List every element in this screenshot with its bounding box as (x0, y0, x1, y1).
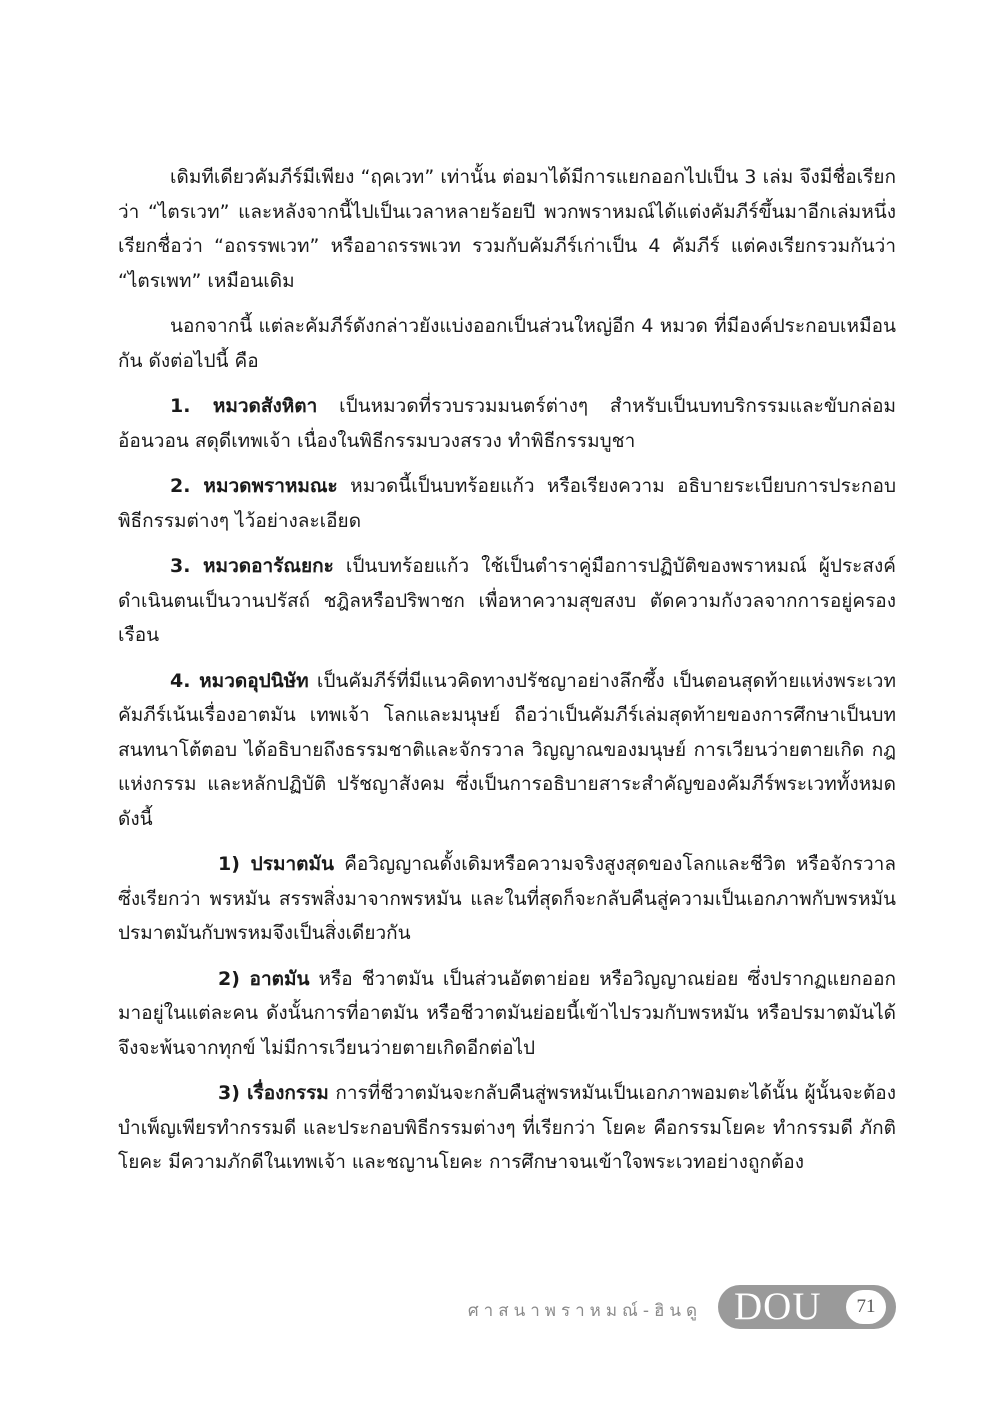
paragraph-text: การที่ชีวาตมันจะกลับคืนสู่พรหมันเป็นเอกภาพอมตะได้นั้น ผู้นั้นจะต้องบำเพ็ญเพียรทำกรรมดี และประกอบพิธีกรรมต่างๆ ที่เรียกว่า โยคะ คือกรรมโยคะ ทำกรรมดี ภักติโยคะ มีความภักดีในเทพเจ้า และชญานโยคะ การศึกษาจนเข้าใจพระเวทอย่างถูกต้อง (118, 1082, 896, 1173)
paragraph-sections-intro (118, 309, 896, 378)
paragraph-atman (118, 962, 896, 1066)
dou-logo-badge (718, 1285, 896, 1329)
paragraph-paramatman (118, 847, 896, 951)
subsection-heading: 2) อาตมัน (218, 967, 310, 990)
page-number: 71 (846, 1290, 886, 1324)
dou-logo-text: DOU (734, 1285, 822, 1328)
paragraph-upanishad (118, 664, 896, 837)
paragraph-text: หมวดนี้เป็นบทร้อยแก้ว หรือเรียงความ อธิบายระเบียบการประกอบพิธีกรรมต่างๆ ไว้อย่างละเอียด (118, 475, 897, 532)
paragraph-text: เป็นหมวดที่รวบรวมมนตร์ต่างๆ สำหรับเป็นบทบริกรรมและขับกล่อมอ้อนวอน สดุดีเทพเจ้า เนื่องในพิธีกรรมบวงสรวง ทำพิธีกรรมบูชา (118, 395, 896, 452)
page-body (118, 160, 896, 1191)
paragraph-brahmana (118, 469, 896, 538)
paragraph-aranyaka (118, 549, 896, 653)
paragraph-text: เดิมทีเดียวคัมภีร์มีเพียง “ฤคเวท” เท่านั้น ต่อมาได้มีการแยกออกไปเป็น 3 เล่ม จึงมีชื่อเรียกว่า “ไตรเวท” และหลังจากนี้ไปเป็นเวลาหลายร้อยปี พวกพราหมณ์ได้แต่งคัมภีร์ขึ้นมาอีกเล่มหนึ่งเรียกชื่อว่า “อถรรพเวท” หรืออาถรรพเวท รวมกับคัมภีร์เก่าเป็น 4 คัมภีร์ แต่คงเรียกรวมกันว่า “ไตรเพท” เหมือนเดิม (118, 166, 896, 292)
subsection-heading: 3) เรื่องกรรม (218, 1082, 329, 1104)
section-heading: 2. หมวดพราหมณะ (170, 475, 338, 497)
book-title: ศาสนาพราหมณ์-ฮินดู (467, 1301, 702, 1321)
paragraph-text: เป็นบทร้อยแก้ว ใช้เป็นตำราคู่มือการปฏิบัติของพราหมณ์ ผู้ประสงค์ดำเนินตนเป็นวานปรัสถ์ ชฎิลหรือปริพาชก เพื่อหาความสุขสงบ ตัดความกังวลจากการอยู่ครองเรือน (118, 555, 896, 646)
subsection-heading: 1) ปรมาตมัน (218, 853, 334, 875)
paragraph-text: เป็นคัมภีร์ที่มีแนวคิดทางปรัชญาอย่างลึกซึ้ง เป็นตอนสุดท้ายแห่งพระเวท คัมภีร์เน้นเรื่องอาตมัน เทพเจ้า โลกและมนุษย์ ถือว่าเป็นคัมภีร์เล่มสุดท้ายของการศึกษาเป็นบทสนทนาโต้ตอบ ได้อธิบายถึงธรรมชาติและจักรวาล วิญญาณของมนุษย์ การเวียนว่ายตายเกิด กฎแห่งกรรม และหลักปฏิบัติ ปรัชญาสังคม ซึ่งเป็นการอธิบายสาระสำคัญของคัมภีร์พระเวททั้งหมด ดังนี้ (118, 669, 896, 830)
paragraph-text: หรือ ชีวาตมัน เป็นส่วนอัตตาย่อย หรือวิญญาณย่อย ซึ่งปรากฏแยกออกมาอยู่ในแต่ละคน ดังนั้นการที่อาตมัน หรือชีวาตมันย่อยนี้เข้าไปรวมกับพรหมัน หรือปรมาตมันได้จึงจะพ้นจากทุกข์ ไม่มีการเวียนว่ายตายเกิดอีกต่อไป (118, 967, 896, 1059)
section-heading: 4. หมวดอุปนิษัท (170, 669, 309, 692)
paragraph-karma (118, 1076, 896, 1180)
page-footer (0, 1283, 1000, 1333)
paragraph-intro (118, 160, 896, 298)
paragraph-samhita (118, 389, 896, 458)
section-heading: 1. หมวดสังหิตา (170, 395, 318, 417)
paragraph-text: นอกจากนี้ แต่ละคัมภีร์ดังกล่าวยังแบ่งออกเป็นส่วนใหญ่อีก 4 หมวด ที่มีองค์ประกอบเหมือนกัน ดังต่อไปนี้ คือ (118, 315, 896, 372)
paragraph-text: คือวิญญาณดั้งเดิมหรือความจริงสูงสุดของโลกและชีวิต หรือจักรวาลซึ่งเรียกว่า พรหมัน สรรพสิ่งมาจากพรหมัน และในที่สุดก็จะกลับคืนสู่ความเป็นเอกภาพกับพรหมัน ปรมาตมันกับพรหมจึงเป็นสิ่งเดียวกัน (118, 853, 896, 944)
section-heading: 3. หมวดอารัณยกะ (170, 555, 334, 577)
